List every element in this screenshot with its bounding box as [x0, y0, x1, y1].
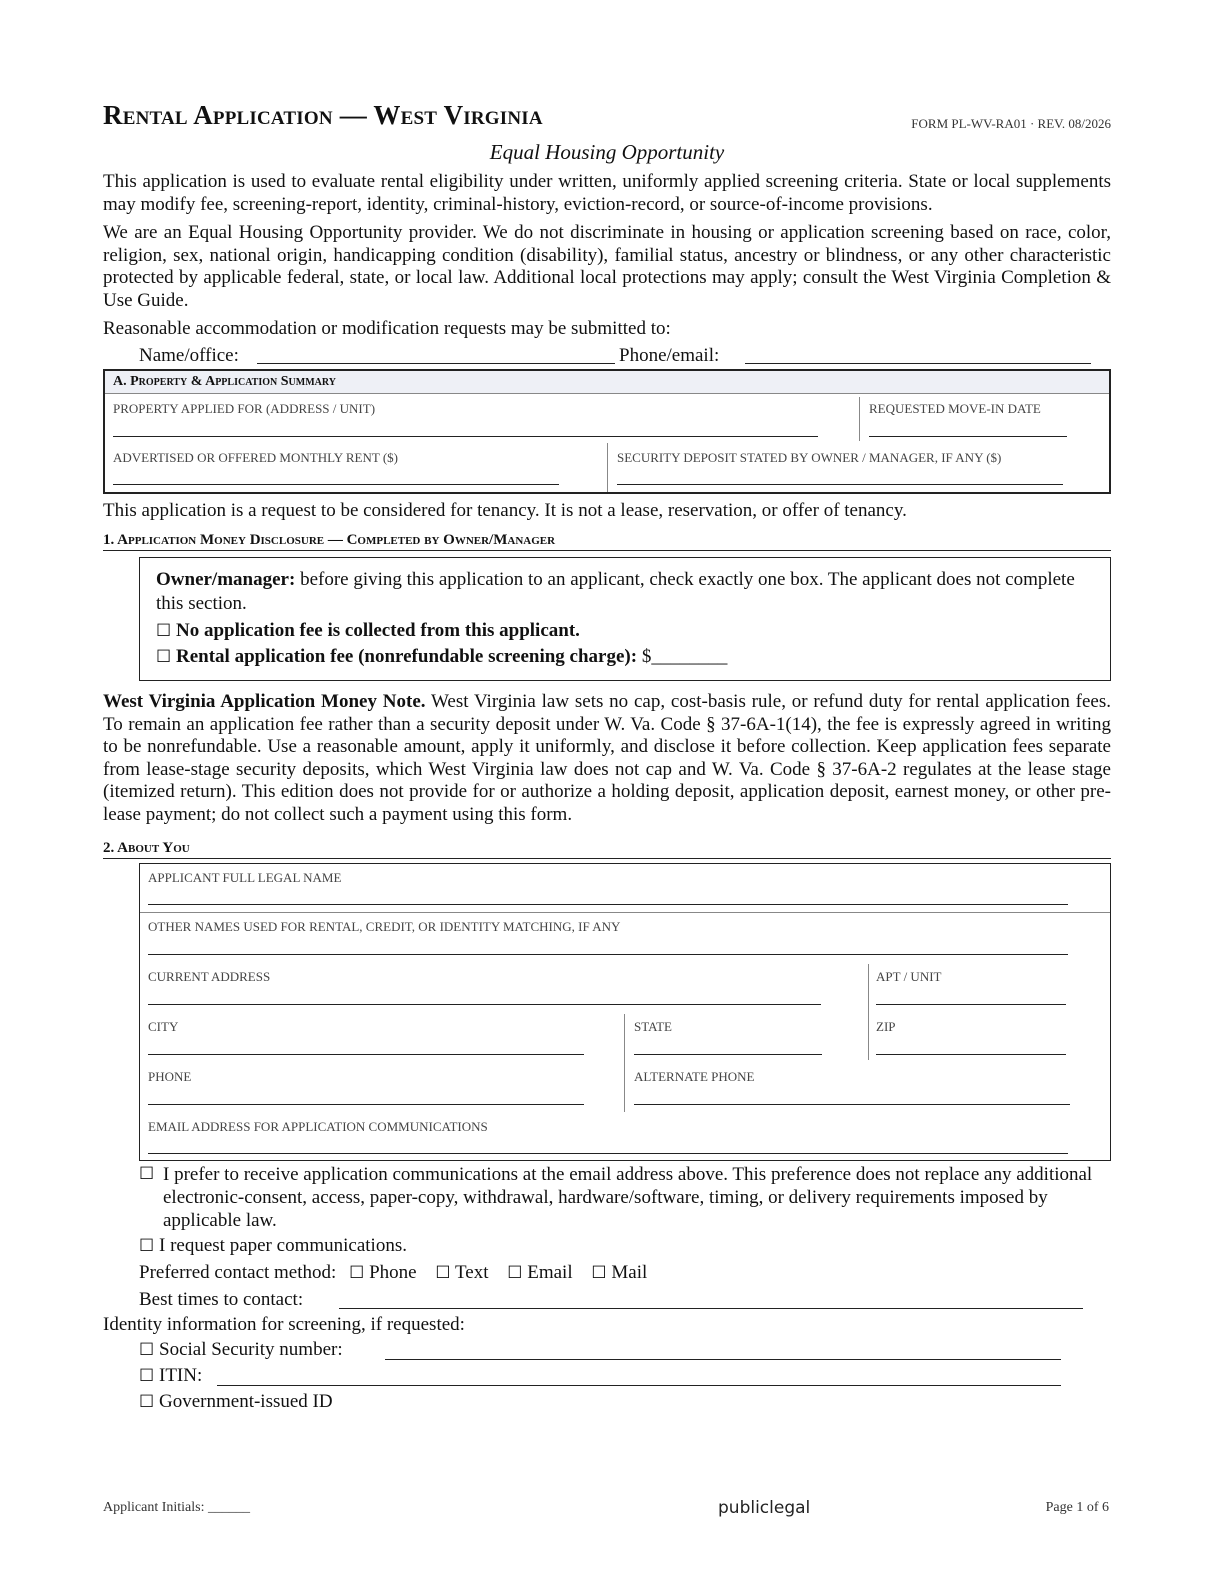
phone-label: PHONE — [148, 1069, 192, 1084]
contact-method-row — [139, 1261, 1111, 1285]
gov-id-row — [139, 1391, 1111, 1417]
itin-field[interactable] — [217, 1385, 1061, 1386]
section-a-heading: A. Property & Application Summary — [105, 371, 1109, 394]
property-field[interactable] — [113, 436, 818, 437]
monthly-rent-field[interactable] — [113, 484, 559, 485]
page-number: Page 1 of 6 — [1045, 1500, 1109, 1515]
form-number: FORM PL-WV-RA01 · REV. 08/2026 — [911, 116, 1111, 131]
contact-mail-label: Mail — [611, 1262, 648, 1283]
apt-unit-field[interactable] — [876, 1004, 1066, 1005]
monthly-rent-label: ADVERTISED OR OFFERED MONTHLY RENT ($) — [113, 449, 398, 465]
ssn-checkbox[interactable]: ☐ — [139, 1340, 155, 1360]
request-note: This application is a request to be considered for tenancy. It is not a lease, reservation, or offer of tenancy. — [103, 499, 907, 521]
row-divider — [140, 912, 1110, 913]
alternate-phone-field[interactable] — [634, 1104, 1070, 1105]
money-note-title: West Virginia Application Money Note. — [103, 691, 426, 712]
divider — [868, 964, 869, 1060]
owner-manager-label: Owner/manager: — [156, 569, 296, 590]
city-label: CITY — [148, 1019, 179, 1034]
email-preference-text: I prefer to receive application communications at the email address above. This preference does not replace any additional electronic-consent, access, paper-copy, withdrawal, hardware/software, timing, or delivery requirements imposed by applicable law. — [163, 1164, 1093, 1231]
publiclegal-logo: publiclegal — [718, 1498, 811, 1518]
contact-email-checkbox[interactable]: ☐ — [507, 1263, 523, 1283]
contact-phone-label: Phone — [369, 1262, 417, 1283]
application-fee-option-label: Rental application fee (nonrefundable screening charge): — [176, 646, 638, 667]
accommodation-contact-row — [139, 345, 1111, 367]
phone-email-field[interactable] — [745, 363, 1091, 364]
city-field[interactable] — [148, 1054, 584, 1055]
form-title: Rental Application — West Virginia — [103, 100, 543, 130]
move-in-date-field[interactable] — [869, 436, 1067, 437]
intro-paragraph-2: We are an Equal Housing Opportunity provider. We do not discriminate in housing or application screening based on race, color, religion, sex, national origin, handicapping condition (disability), familial status, ancestry or blindness, or any other characteristic protected by applicable federal, state, or local law. Additional local protections may apply; consult the West Virginia Completion & Use Guide. — [103, 222, 1111, 311]
other-names-label: OTHER NAMES USED FOR RENTAL, CREDIT, OR IDENTITY MATCHING, IF ANY — [148, 919, 621, 934]
email-field[interactable] — [148, 1153, 1068, 1154]
form-subtitle: Equal Housing Opportunity — [489, 140, 725, 164]
owner-instructions: before giving this application to an applicant, check exactly one box. The applicant does not complete this section. — [156, 569, 1075, 614]
itin-row — [139, 1365, 1111, 1391]
zip-field[interactable] — [876, 1054, 1066, 1055]
identity-heading: Identity information for screening, if requested: — [103, 1314, 465, 1335]
name-office-label: Name/office: — [139, 344, 239, 366]
alternate-phone-label: ALTERNATE PHONE — [634, 1069, 755, 1084]
full-name-label: APPLICANT FULL LEGAL NAME — [148, 870, 342, 885]
no-fee-checkbox[interactable]: ☐ — [156, 621, 172, 641]
ssn-row — [139, 1339, 1111, 1365]
paper-preference-checkbox[interactable]: ☐ — [139, 1236, 155, 1256]
section-a-box — [103, 369, 1111, 494]
gov-id-label: Government-issued ID — [159, 1391, 333, 1412]
divider — [607, 443, 608, 492]
email-label: EMAIL ADDRESS FOR APPLICATION COMMUNICATIONS — [148, 1119, 488, 1134]
gov-id-checkbox[interactable]: ☐ — [139, 1392, 155, 1412]
phone-field[interactable] — [148, 1104, 584, 1105]
ssn-field[interactable] — [385, 1359, 1061, 1360]
section-2-heading: 2. About You — [103, 840, 1111, 859]
email-preference-checkbox[interactable]: ☐ — [139, 1164, 155, 1184]
best-times-row — [139, 1288, 1111, 1312]
other-names-field[interactable] — [148, 954, 1068, 955]
contact-method-label: Preferred contact method: — [139, 1262, 337, 1283]
divider — [624, 1014, 625, 1112]
best-times-field[interactable] — [339, 1308, 1083, 1309]
form-page — [103, 100, 1111, 1417]
intro-paragraph-1: This application is used to evaluate rental eligibility under written, uniformly applied screening criteria. State or local supplements may modify fee, screening-report, identity, criminal-history, eviction-record, or source-of-income provisions. — [103, 171, 1111, 215]
divider — [859, 397, 860, 441]
contact-text-checkbox[interactable]: ☐ — [435, 1263, 451, 1283]
paper-preference-text: I request paper communications. — [159, 1235, 407, 1256]
security-deposit-label: SECURITY DEPOSIT STATED BY OWNER / MANAGER, IF ANY ($) — [617, 449, 1002, 465]
intro-paragraph-3: Reasonable accommodation or modification requests may be submitted to: — [103, 318, 671, 339]
owner-disclosure-box — [139, 557, 1111, 681]
phone-email-label: Phone/email: — [619, 344, 720, 366]
state-label: STATE — [634, 1019, 672, 1034]
ssn-label: Social Security number: — [159, 1339, 343, 1360]
application-fee-checkbox[interactable]: ☐ — [156, 647, 172, 667]
security-deposit-field[interactable] — [617, 484, 1063, 485]
full-name-field[interactable] — [148, 904, 1068, 905]
contact-phone-checkbox[interactable]: ☐ — [349, 1263, 365, 1283]
contact-email-label: Email — [527, 1262, 573, 1283]
itin-label: ITIN: — [159, 1365, 203, 1386]
wv-application-money-note — [103, 691, 1111, 826]
money-note-text: West Virginia law sets no cap, cost-basis rule, or refund duty for rental application fees. To remain an application fee rather than a security deposit under W. Va. Code § 37-6A-1(14), the fee is expressly agreed in writing to be nonrefundable. Use a reasonable amount, apply it uniformly, and disclose it before collection. Keep application fees separate from lease-stage security deposits, which West Virginia law does not cap and W. Va. Code § 37-6A-2 regulates at the lease stage (itemized return). This edition does not provide for or authorize a holding deposit, application deposit, earnest money, or other pre-lease payment; do not collect such a payment using this form. — [103, 691, 1112, 825]
itin-checkbox[interactable]: ☐ — [139, 1366, 155, 1386]
name-office-field[interactable] — [257, 363, 615, 364]
current-address-label: CURRENT ADDRESS — [148, 969, 271, 984]
contact-mail-checkbox[interactable]: ☐ — [591, 1263, 607, 1283]
move-in-date-label: REQUESTED MOVE-IN DATE — [869, 400, 1041, 416]
application-fee-amount-field[interactable]: $________ — [641, 646, 728, 667]
best-times-label: Best times to contact: — [139, 1289, 304, 1310]
current-address-field[interactable] — [148, 1004, 821, 1005]
apt-unit-label: APT / UNIT — [876, 969, 942, 984]
no-fee-option-label: No application fee is collected from this applicant. — [176, 620, 580, 641]
contact-text-label: Text — [454, 1262, 489, 1283]
applicant-initials[interactable]: Applicant Initials: ______ — [103, 1500, 250, 1515]
paper-preference-row — [139, 1234, 1111, 1258]
email-preference-row — [139, 1163, 1111, 1232]
section-1-heading: 1. Application Money Disclosure — Completed by Owner/Manager — [103, 532, 1111, 551]
about-you-box — [139, 863, 1111, 1161]
zip-label: ZIP — [876, 1019, 896, 1034]
property-label: PROPERTY APPLIED FOR (ADDRESS / UNIT) — [113, 400, 376, 416]
state-field[interactable] — [634, 1054, 822, 1055]
